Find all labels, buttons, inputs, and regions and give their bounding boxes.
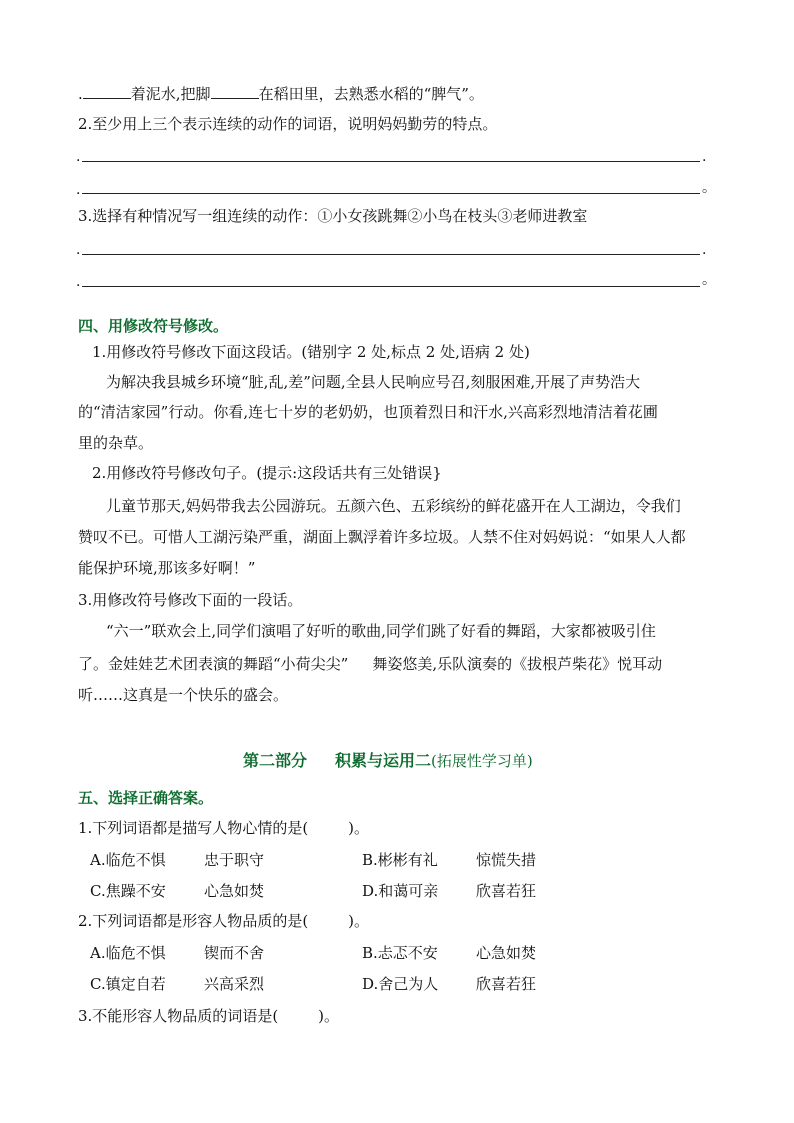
line-dot: . [76, 274, 81, 290]
s5-q1-option-d-word2: 欣喜若狂 [476, 882, 537, 900]
section-5-title: 五、选择正确答案。 [78, 789, 214, 807]
s5-question-2: 2.下列词语都是形容人物品质的是( )。 [78, 912, 370, 930]
s5-q2-option-c-word2: 兴高采烈 [204, 975, 265, 993]
line-dot: . [76, 182, 81, 198]
s5-q1-option-c-word2: 心急如焚 [204, 882, 265, 900]
s5-q1-option-d[interactable]: D.和蔼可亲 [362, 882, 439, 900]
section-4-title: 四、用修改符号修改。 [78, 317, 229, 335]
s5-q1-option-b[interactable]: B.彬彬有礼 [362, 851, 438, 869]
s4-question-1: 1.用修改符号修改下面这段话。(错别字 2 处,标点 2 处,语病 2 处) [92, 343, 530, 361]
s5-q2-option-d-word2: 欣喜若狂 [476, 975, 537, 993]
line-end: 。 [702, 272, 716, 288]
s4-q2-para-line-2: 赞叹不已。可惜人工湖污染严重，湖面上飘浮着许多垃圾。人禁不住对妈妈说：“如果人人都 [78, 528, 686, 546]
s5-q1-option-c[interactable]: C.焦躁不安 [90, 882, 166, 900]
answer-line[interactable] [82, 193, 700, 194]
s5-q1-option-a-word2: 忠于职守 [204, 851, 265, 869]
s5-q2-option-b[interactable]: B.忐忑不安 [362, 944, 438, 962]
line-end: . [702, 242, 707, 258]
fill-in-line-1: . 着泥水,把脚 在稻田里，去熟悉水稻的“脾气”。 [78, 85, 484, 103]
answer-line[interactable] [82, 254, 700, 255]
s4-question-3: 3.用修改符号修改下面的一段话。 [78, 591, 303, 609]
question-2: 2.至少用上三个表示连续的动作的词语，说明妈妈勤劳的特点。 [78, 115, 498, 133]
s4-q2-para-line-3: 能保护环境,那该多好啊！” [78, 559, 256, 577]
s5-q2-option-a[interactable]: A.临危不惧 [90, 944, 166, 962]
answer-blank[interactable] [211, 84, 259, 99]
part-2-title: 第二部分 积累与运用二(拓展性学习单) [243, 751, 533, 770]
s5-q2-option-b-word2: 心急如焚 [476, 944, 537, 962]
s4-q3-para-line-3: 听……这真是一个快乐的盛会。 [78, 686, 289, 704]
s4-q3-para-line-2: 了。金娃娃艺术团表演的舞蹈“小荷尖尖” 舞姿悠美,乐队演奏的《拔根芦柴花》悦耳动 [78, 655, 663, 673]
answer-blank[interactable] [83, 84, 131, 99]
s5-q2-option-d[interactable]: D.舍己为人 [362, 975, 439, 993]
s4-question-2: 2.用修改符号修改句子。(提示:这段话共有三处错误} [92, 464, 442, 482]
s5-q1-option-a[interactable]: A.临危不惧 [90, 851, 166, 869]
answer-line[interactable] [82, 161, 700, 162]
s4-q2-para-line-1: 儿童节那天,妈妈带我去公园游玩。五颜六色、五彩缤纷的鲜花盛开在人工湖边，令我们 [106, 497, 681, 515]
s5-q1-option-b-word2: 惊慌失措 [476, 851, 537, 869]
s5-question-3: 3.不能形容人物品质的词语是( )。 [78, 1007, 340, 1025]
s4-q1-para-line-3: 里的杂草。 [78, 434, 154, 452]
line-end: . [702, 149, 707, 165]
s4-q1-para-line-1: 为解决我县城乡环境“脏,乱,差”问题,全县人民响应号召,刻服困难,开展了声势浩大 [106, 373, 641, 391]
s5-question-1: 1.下列词语都是描写人物心情的是( )。 [78, 819, 370, 837]
line-dot: . [76, 149, 81, 165]
s4-q3-para-line-1: “六一”联欢会上,同学们演唱了好听的歌曲,同学们跳了好看的舞蹈，大家都被吸引住 [106, 622, 656, 640]
s5-q2-option-a-word2: 锲而不舍 [204, 944, 265, 962]
line-end: 。 [702, 180, 716, 196]
answer-line[interactable] [82, 286, 700, 287]
s5-q2-option-c[interactable]: C.镇定自若 [90, 975, 166, 993]
s4-q1-para-line-2: 的“清洁家园”行动。你看,连七十岁的老奶奶，也顶着烈日和汗水,兴高彩烈地清洁着花圃 [78, 403, 658, 421]
question-3: 3.选择有种情况写一组连续的动作：①小女孩跳舞②小鸟在枝头③老师进教室 [78, 207, 588, 225]
line-dot: . [76, 242, 81, 258]
